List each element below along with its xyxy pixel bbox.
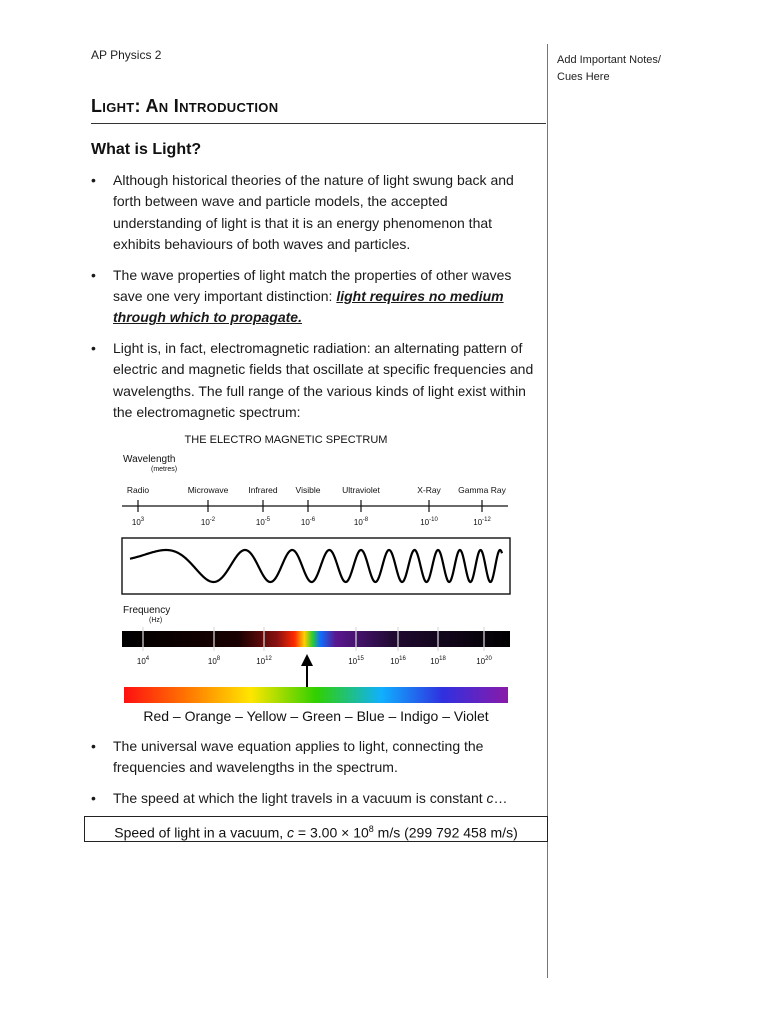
power-label	[132, 517, 145, 527]
power-label	[354, 517, 369, 527]
power-base: 10	[390, 657, 400, 666]
bullet-text: Light is, in fact, electromagnetic radiation: an alternating pattern of electric and magnetic fields that oscillate at specific frequencies and wavelengths. The full range of the various kinds of light exist within the electromagnetic spectrum:	[113, 339, 534, 421]
power-base: 10	[136, 657, 146, 666]
bullet-text: Although historical theories of the nature of light swung back and forth between wave and particle models, the accepted understanding of light is that it is an energy phenomenon that exhibits behaviours of both waves and particles.	[113, 172, 514, 253]
bullet-item	[91, 788, 536, 809]
speed-symbol: c	[287, 824, 295, 841]
course-header: AP Physics 2	[91, 48, 162, 62]
bullet-item	[91, 338, 536, 424]
speed-prefix: Speed of light in a vacuum,	[114, 824, 288, 841]
band-label: Gamma Ray	[458, 485, 506, 495]
wave-box	[122, 538, 510, 594]
band-label: Ultraviolet	[342, 485, 380, 495]
band-label: Radio	[126, 485, 150, 495]
power-base: 10	[207, 657, 217, 666]
spectrum-title: THE ELECTRO MAGNETIC SPECTRUM	[184, 434, 388, 446]
power-label	[390, 656, 406, 666]
speed-exponent: 8	[368, 824, 374, 834]
speed-suffix: m/s (299 792 458 m/s)	[373, 824, 518, 841]
bullet-item	[91, 265, 536, 329]
visible-spectrum-bar	[124, 687, 508, 703]
power-base: 10	[353, 518, 363, 527]
power-exponent: 3	[140, 517, 145, 523]
section-heading: What is Light?	[91, 141, 202, 158]
notes-cue-label: Add Important Notes/ Cues Here	[557, 54, 661, 83]
bullet-text-end: …	[493, 789, 508, 806]
emphasis-text: light requires no medium through which to propagate.	[113, 288, 504, 326]
speed-variable: c	[486, 789, 494, 806]
power-base: 10	[300, 518, 310, 527]
power-exponent: -6	[309, 517, 316, 523]
power-exponent: 8	[216, 656, 221, 662]
power-label	[208, 656, 221, 666]
power-exponent: 4	[145, 656, 150, 662]
power-label	[476, 656, 492, 666]
bullet-text: The universal wave equation applies to light, connecting the frequencies and wavelengths in the spectrum.	[113, 738, 484, 776]
power-exponent: -8	[362, 517, 369, 523]
bullet-item	[91, 170, 536, 256]
power-exponent: 20	[485, 656, 492, 662]
power-exponent: -12	[482, 517, 491, 523]
visible-colors-caption: Red – Orange – Yellow – Green – Blue – Indigo – Violet	[143, 708, 489, 724]
bullet-list	[91, 170, 536, 423]
power-label	[420, 517, 438, 527]
power-base: 10	[131, 518, 141, 527]
power-base: 10	[348, 657, 358, 666]
power-exponent: 16	[399, 656, 406, 662]
power-base: 10	[476, 657, 486, 666]
page-title: Light: An Introduction	[91, 96, 279, 116]
frequency-bar	[122, 631, 510, 647]
em-spectrum-diagram	[116, 428, 516, 710]
power-base: 10	[200, 518, 210, 527]
power-label	[301, 517, 316, 527]
power-label	[348, 656, 364, 666]
power-base: 10	[256, 657, 266, 666]
power-exponent: -5	[264, 517, 271, 523]
band-label: Infrared	[248, 485, 278, 495]
power-exponent: 12	[265, 656, 272, 662]
bullet-text: The wave properties of light match the properties of other waves save one very important distinction:	[113, 266, 512, 305]
frequency-label: Frequency	[123, 605, 171, 616]
power-exponent: -2	[209, 517, 216, 523]
power-base: 10	[420, 518, 430, 527]
power-exponent: -10	[429, 517, 438, 523]
power-label	[256, 517, 271, 527]
title-underline	[91, 123, 546, 124]
speed-equation: = 3.00 × 10	[294, 824, 369, 841]
bullet-item	[91, 736, 536, 779]
band-label: Microwave	[187, 485, 229, 495]
visible-arrow-head	[301, 654, 313, 666]
power-exponent: 15	[357, 656, 364, 662]
bullet-list	[91, 736, 536, 809]
wavelength-axis	[122, 485, 508, 527]
power-label	[430, 656, 446, 666]
frequency-unit: (Hz)	[149, 617, 163, 624]
wavelength-unit: (metres)	[151, 466, 178, 473]
band-label: X-Ray	[417, 485, 441, 495]
power-base: 10	[473, 518, 483, 527]
power-label	[473, 517, 491, 527]
bullet-text: The speed at which the light travels in a vacuum is constant	[113, 789, 487, 806]
band-label: Visible	[295, 485, 321, 495]
power-exponent: 18	[439, 656, 446, 662]
power-label	[201, 517, 216, 527]
wavelength-label: Wavelength	[123, 454, 176, 465]
power-base: 10	[430, 657, 440, 666]
power-label	[256, 656, 272, 666]
speed-of-light-box	[84, 816, 548, 842]
power-base: 10	[255, 518, 265, 527]
power-label	[137, 656, 150, 666]
